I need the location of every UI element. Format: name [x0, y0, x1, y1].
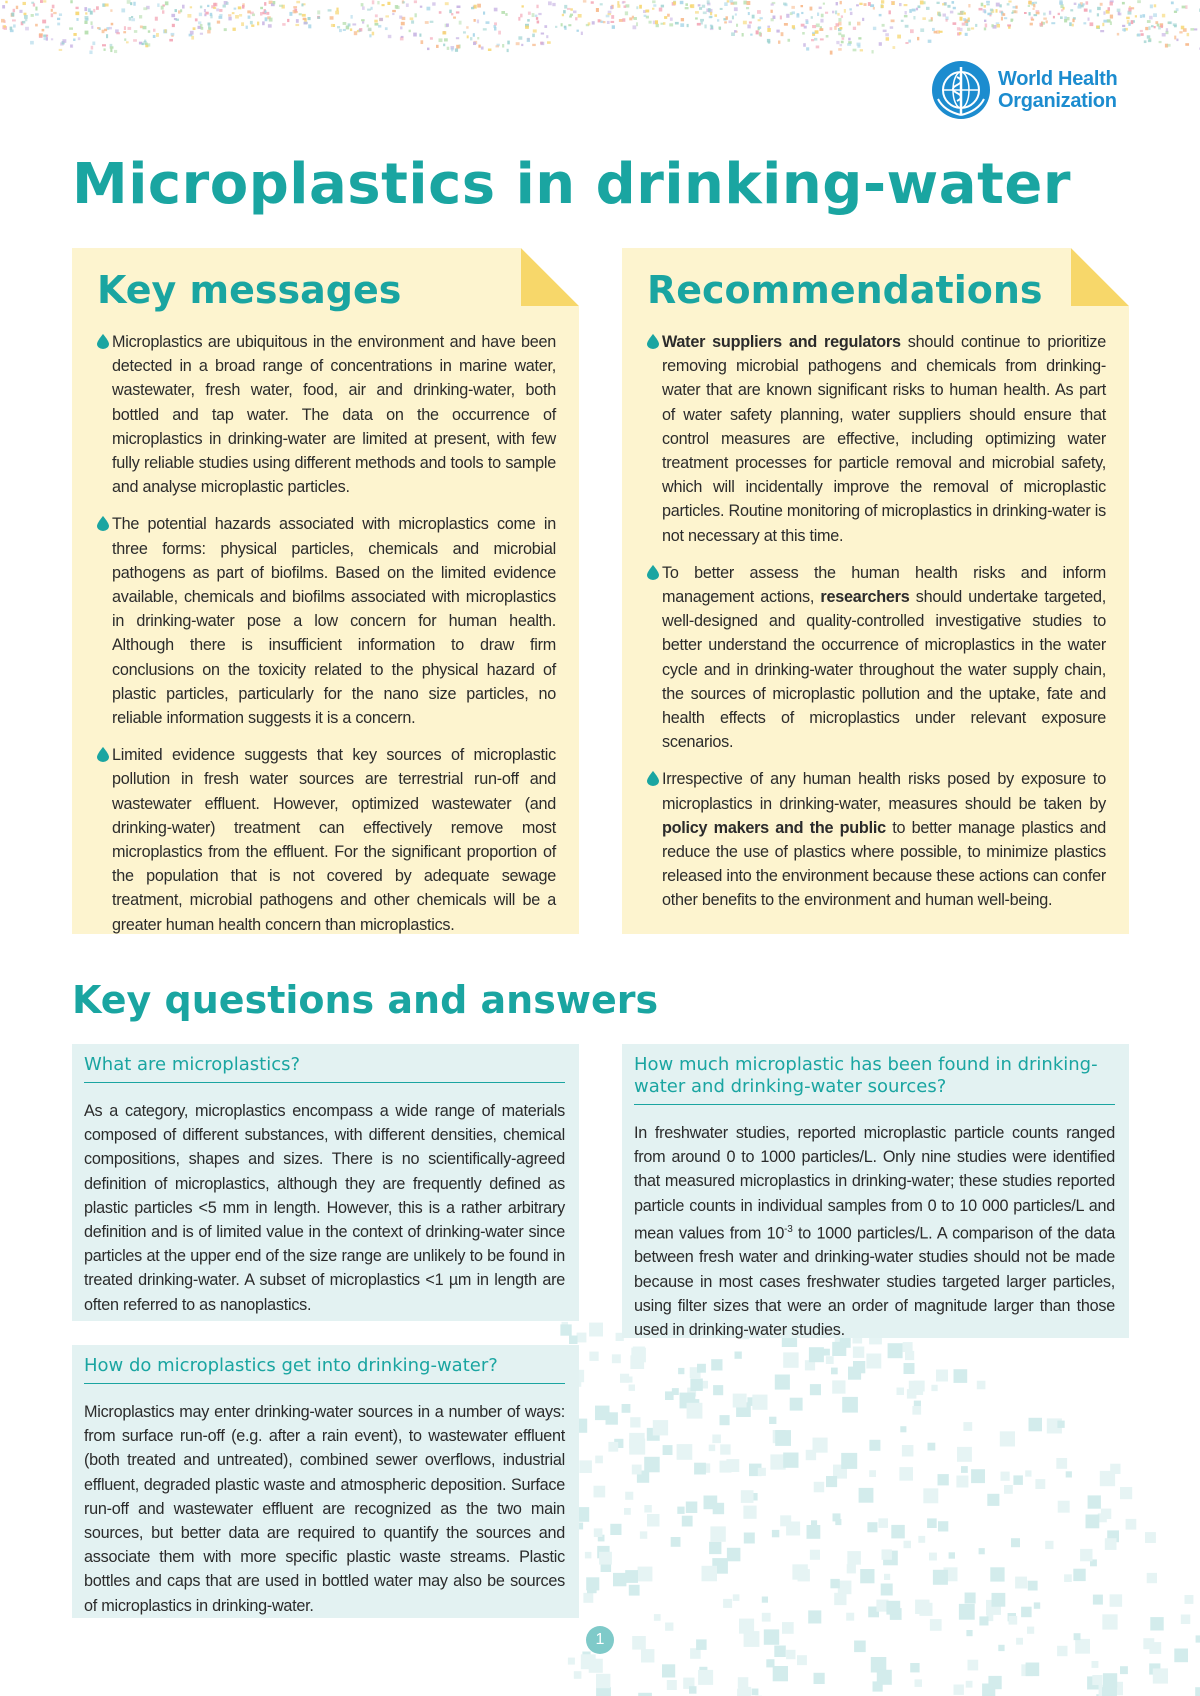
list-item: [644, 330, 1106, 548]
qa-section-heading: Key questions and answers: [72, 978, 659, 1022]
who-logo: [930, 60, 1130, 120]
qa-box-what-are-microplastics: [72, 1044, 579, 1321]
qa-answer: As a category, microplastics encompass a wide range of materials composed of different substances, with different densities, chemical compositions, shapes and sizes. There is no scientifically-agreed definition of microplastics, although they are frequently defined as plastic particles <5 mm in length. However, this is a rather arbitrary definition and is of limited value in the context of drinking-water since particles at the upper end of the size range are unlikely to be found in treated drinking-water. A subset of microplastics <1 µm in length are often referred to as nanoplastics.: [84, 1102, 565, 1314]
recommendation-bold: policy makers and the public: [662, 818, 886, 837]
list-item: [94, 330, 556, 499]
decorative-confetti-banner: [0, 0, 1200, 60]
key-messages-heading: Key messages: [97, 268, 402, 312]
qa-answer: Microplastics may enter drinking-water sources in a number of ways: from surface run-off (e.g. after a rain event), to wastewater effluent (both treated and untreated), combined sewer overflows, industrial effluent, degraded plastic waste and atmospheric deposition. Surface run-off and wastewater effluent are recognized as the two main sources, but better data are required to quantify the sources and associate them with more specific plastic waste streams. Plastic bottles and caps that are used in bottled water may also be sources of microplastics in drinking-water.: [84, 1403, 565, 1615]
page-fold-icon: [1071, 248, 1129, 306]
recommendations-card: [622, 248, 1129, 934]
recommendations-heading: Recommendations: [647, 268, 1043, 312]
qa-question: What are microplastics?: [84, 1054, 565, 1083]
recommendation-text: Irrespective of any human health risks posed by exposure to microplastics in drinking-water, measures should be taken by policy makers and the public to better manage plastics and reduce the use of plastics where possible, to minimize plastics released into the environment because these actions can confer other benefits to the environment and human well-being.: [662, 770, 1106, 910]
water-drop-icon: [94, 516, 112, 531]
water-drop-icon: [644, 334, 662, 349]
key-message-text: The potential hazards associated with microplastics come in three forms: physical particles, chemicals and microbial pathogens as part of biofilms. Based on the limited evidence available, chemicals and biofilms associated with microplastics in drinking-water pose a low concern for human health. Although there is insufficient information to draw firm conclusions on the toxicity related to the physical hazard of plastic particles, particularly for the nano size particles, no reliable information suggests it is a concern.: [112, 515, 556, 728]
key-messages-list: [94, 330, 556, 950]
page-number: 1: [586, 1626, 614, 1654]
qa-question: How much microplastic has been found in drinking-water and drinking-water sources?: [634, 1054, 1115, 1105]
key-messages-card: [72, 248, 579, 934]
superscript: -3: [784, 1223, 793, 1235]
recommendation-bold: Water suppliers and regulators: [662, 333, 901, 351]
water-drop-icon: [94, 334, 112, 349]
list-item: [644, 561, 1106, 755]
qa-box-how-much-found: [622, 1044, 1129, 1338]
key-message-text: Limited evidence suggests that key sources of microplastic pollution in fresh water sources are terrestrial run-off and wastewater effluent. However, optimized wastewater (and drinking-water) treatment can effectively remove most microplastics from the effluent. For the significant proportion of the population that is not covered by adequate sewage treatment, microbial pathogens and other chemicals will be a greater human health concern than microplastics.: [112, 746, 556, 934]
who-logo-text: [998, 68, 1117, 112]
logo-line-2: Organization: [998, 90, 1117, 112]
qa-box-how-get-into-water: [72, 1345, 579, 1618]
recommendations-list: [644, 330, 1106, 926]
decorative-dot-pattern: [560, 1290, 1200, 1696]
list-item: [94, 743, 556, 937]
list-item: [644, 767, 1106, 912]
recommendation-text: Water suppliers and regulators should continue to prioritize removing microbial pathogens and chemicals from drinking-water that are known significant risks to human health. As part of water safety planning, water suppliers should ensure that control measures are effective, including optimizing water treatment processes for particle removal and microbial safety, which will incidentally improve the removal of microplastic particles. Routine monitoring of microplastics in drinking-water is not necessary at this time.: [662, 333, 1106, 545]
page-title: Microplastics in drinking-water: [72, 152, 1071, 217]
water-drop-icon: [94, 747, 112, 762]
logo-line-1: World Health: [998, 68, 1118, 90]
who-emblem-icon: [930, 59, 992, 121]
water-drop-icon: [644, 771, 662, 786]
page-fold-icon: [521, 248, 579, 306]
qa-answer: In freshwater studies, reported microplastic particle counts ranged from around 0 to 1000 particles/L. Only nine studies were identified that measured microplastics in drinking-water; these studies reported particle counts in individual samples from 0 to 10 000 particles/L and mean values from $10^{-3}$ to 1000 particles/L. A comparison of the data between fresh water and drinking-water studies should not be made because in most cases freshwater studies targeted larger particles, using filter sizes that were an order of magnitude larger than those used in drinking-water studies.: [634, 1124, 1115, 1340]
recommendation-bold: researchers: [820, 588, 910, 607]
list-item: [94, 512, 556, 730]
recommendation-text: To better assess the human health risks and inform management actions, researchers should undertake targeted, well-designed and quality-controlled investigative studies to better understand the occurrence of microplastics in the water cycle and in drinking-water throughout the water supply chain, the sources of microplastic pollution and the uptake, fate and health effects of microplastics under relevant exposure scenarios.: [662, 563, 1106, 752]
key-message-text: Microplastics are ubiquitous in the environment and have been detected in a broad range of concentrations in marine water, wastewater, fresh water, food, air and drinking-water, both bottled and tap water. The data on the occurrence of microplastics in drinking-water are limited at present, with few fully reliable studies using different methods and tools to sample and analyse microplastic particles.: [112, 333, 556, 497]
water-drop-icon: [644, 565, 662, 580]
qa-question: How do microplastics get into drinking-water?: [84, 1355, 565, 1384]
